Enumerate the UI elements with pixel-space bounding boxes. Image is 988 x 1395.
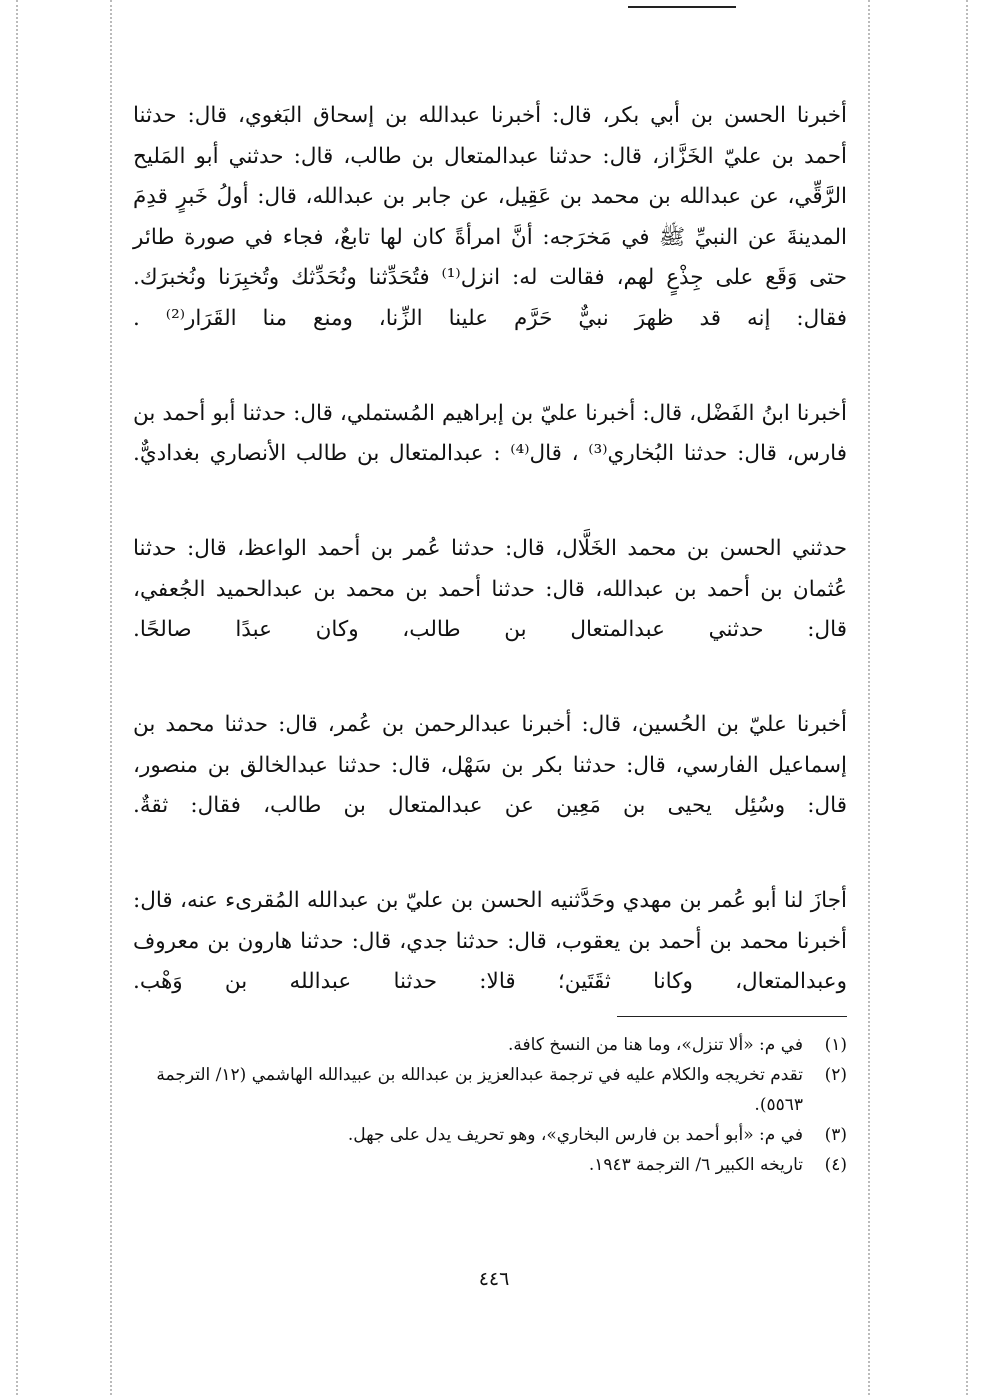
paragraph-2: أخبرنا ابنُ الفَضْل، قال: أخبرنا عليّ بن إبراهيم المُستملي، قال: حدثنا أبو أحمد بن فارس، قال: حدثنا البُخاري⁽³⁾ ، قال⁽⁴⁾ : عبدالمتعال بن طالب الأنصاري بغداديٌّ.: [133, 400, 847, 466]
footnote-number: (١): [824, 1035, 847, 1055]
paragraph-3: حدثني الحسن بن محمد الخَلَّال، قال: حدثنا عُمر بن أحمد الواعظ، قال: حدثنا عُثمان بن أحمد بن عبدالله، قال: حدثنا أحمد بن محمد بن عبدالحميد الجُعفي، قال: حدثني عبدالمتعال بن طالب، وكان عبدًا صالحًا.: [133, 536, 847, 642]
footnote-text: في م: «أبو أحمد بن فارس البخاري»، وهو تحريف يدل على جهل.: [347, 1125, 803, 1145]
page-number: ٤٤٦: [478, 1268, 510, 1290]
footnote-number: (٣): [824, 1125, 847, 1145]
footnote-separator: [617, 1016, 847, 1017]
scan-edge-dots: [966, 0, 968, 1395]
footnotes: [133, 1030, 847, 1180]
footnote-number: (٢): [824, 1065, 847, 1085]
footnote-number: (٤): [824, 1155, 847, 1175]
scan-edge-dots: [110, 0, 112, 1395]
scan-edge-dots: [16, 0, 18, 1395]
main-text: [133, 96, 847, 1057]
scan-edge-dots: [868, 0, 870, 1395]
footnote: [133, 1060, 847, 1120]
paragraph-5: أجازَ لنا أبو عُمر بن مهدي وحَدَّثنيه الحسن بن عليّ بن عبدالله المُقرىء عنه، قال: أخبرنا محمد بن أحمد بن يعقوب، قال: حدثنا جدي، قال: حدثنا هارون بن معروف وعبدالمتعال، وكانا ثقَتَين؛ قالا: حدثنا عبدالله بن وَهْب.: [133, 888, 847, 994]
top-rule: [628, 6, 736, 8]
footnote-text: تاريخه الكبير ٦/ الترجمة ١٩٤٣.: [588, 1155, 803, 1175]
footnote: [133, 1120, 847, 1150]
paragraph-1: أخبرنا الحسن بن أبي بكر، قال: أخبرنا عبدالله بن إسحاق البَغوي، قال: حدثنا أحمد بن عليّ الخَزَّاز، قال: حدثنا عبدالمتعال بن طالب، قال: حدثني أبو المَليح الرَّقِّي، عن عبدالله بن محمد بن عَقِيل، عن جابر بن عبدالله، قال: أولُ خَبرٍ قدِمَ المدينةَ عن النبيِّ ﷺ في مَخرَجه: أنَّ امرأةً كان لها تابعٌ، فجاء في صورة طائر حتى وَقَع على جِذْعٍ لهم، فقالت له: انزل⁽¹⁾ فتُحَدِّثنا ونُحَدِّثك وتُخبِرَنا ونُخبرَك. فقال: إنه قد ظهرَ نبيٌّ حَرَّم علينا الزِّنا، ومنع منا القَرَار⁽²⁾ .: [133, 103, 847, 331]
footnote-text: في م: «ألا تنزل»، وما هنا من النسخ كافة.: [508, 1035, 803, 1055]
paragraph-4: أخبرنا عليّ بن الحُسين، قال: أخبرنا عبدالرحمن بن عُمر، قال: حدثنا محمد بن إسماعيل الفارسي، قال: حدثنا بكر بن سَهْل، قال: حدثنا عبدالخالق بن منصور، قال: وسُئِل يحيى بن مَعِين عن عبدالمتعال بن طالب، فقال: ثقةٌ.: [133, 712, 847, 818]
footnote-text: تقدم تخريجه والكلام عليه في ترجمة عبدالعزيز بن عبدالله بن عبيدالله الهاشمي (١٢/ الترجمة ٥٥٦٣).: [156, 1065, 803, 1115]
footnote: [133, 1150, 847, 1180]
footnote: [133, 1030, 847, 1060]
